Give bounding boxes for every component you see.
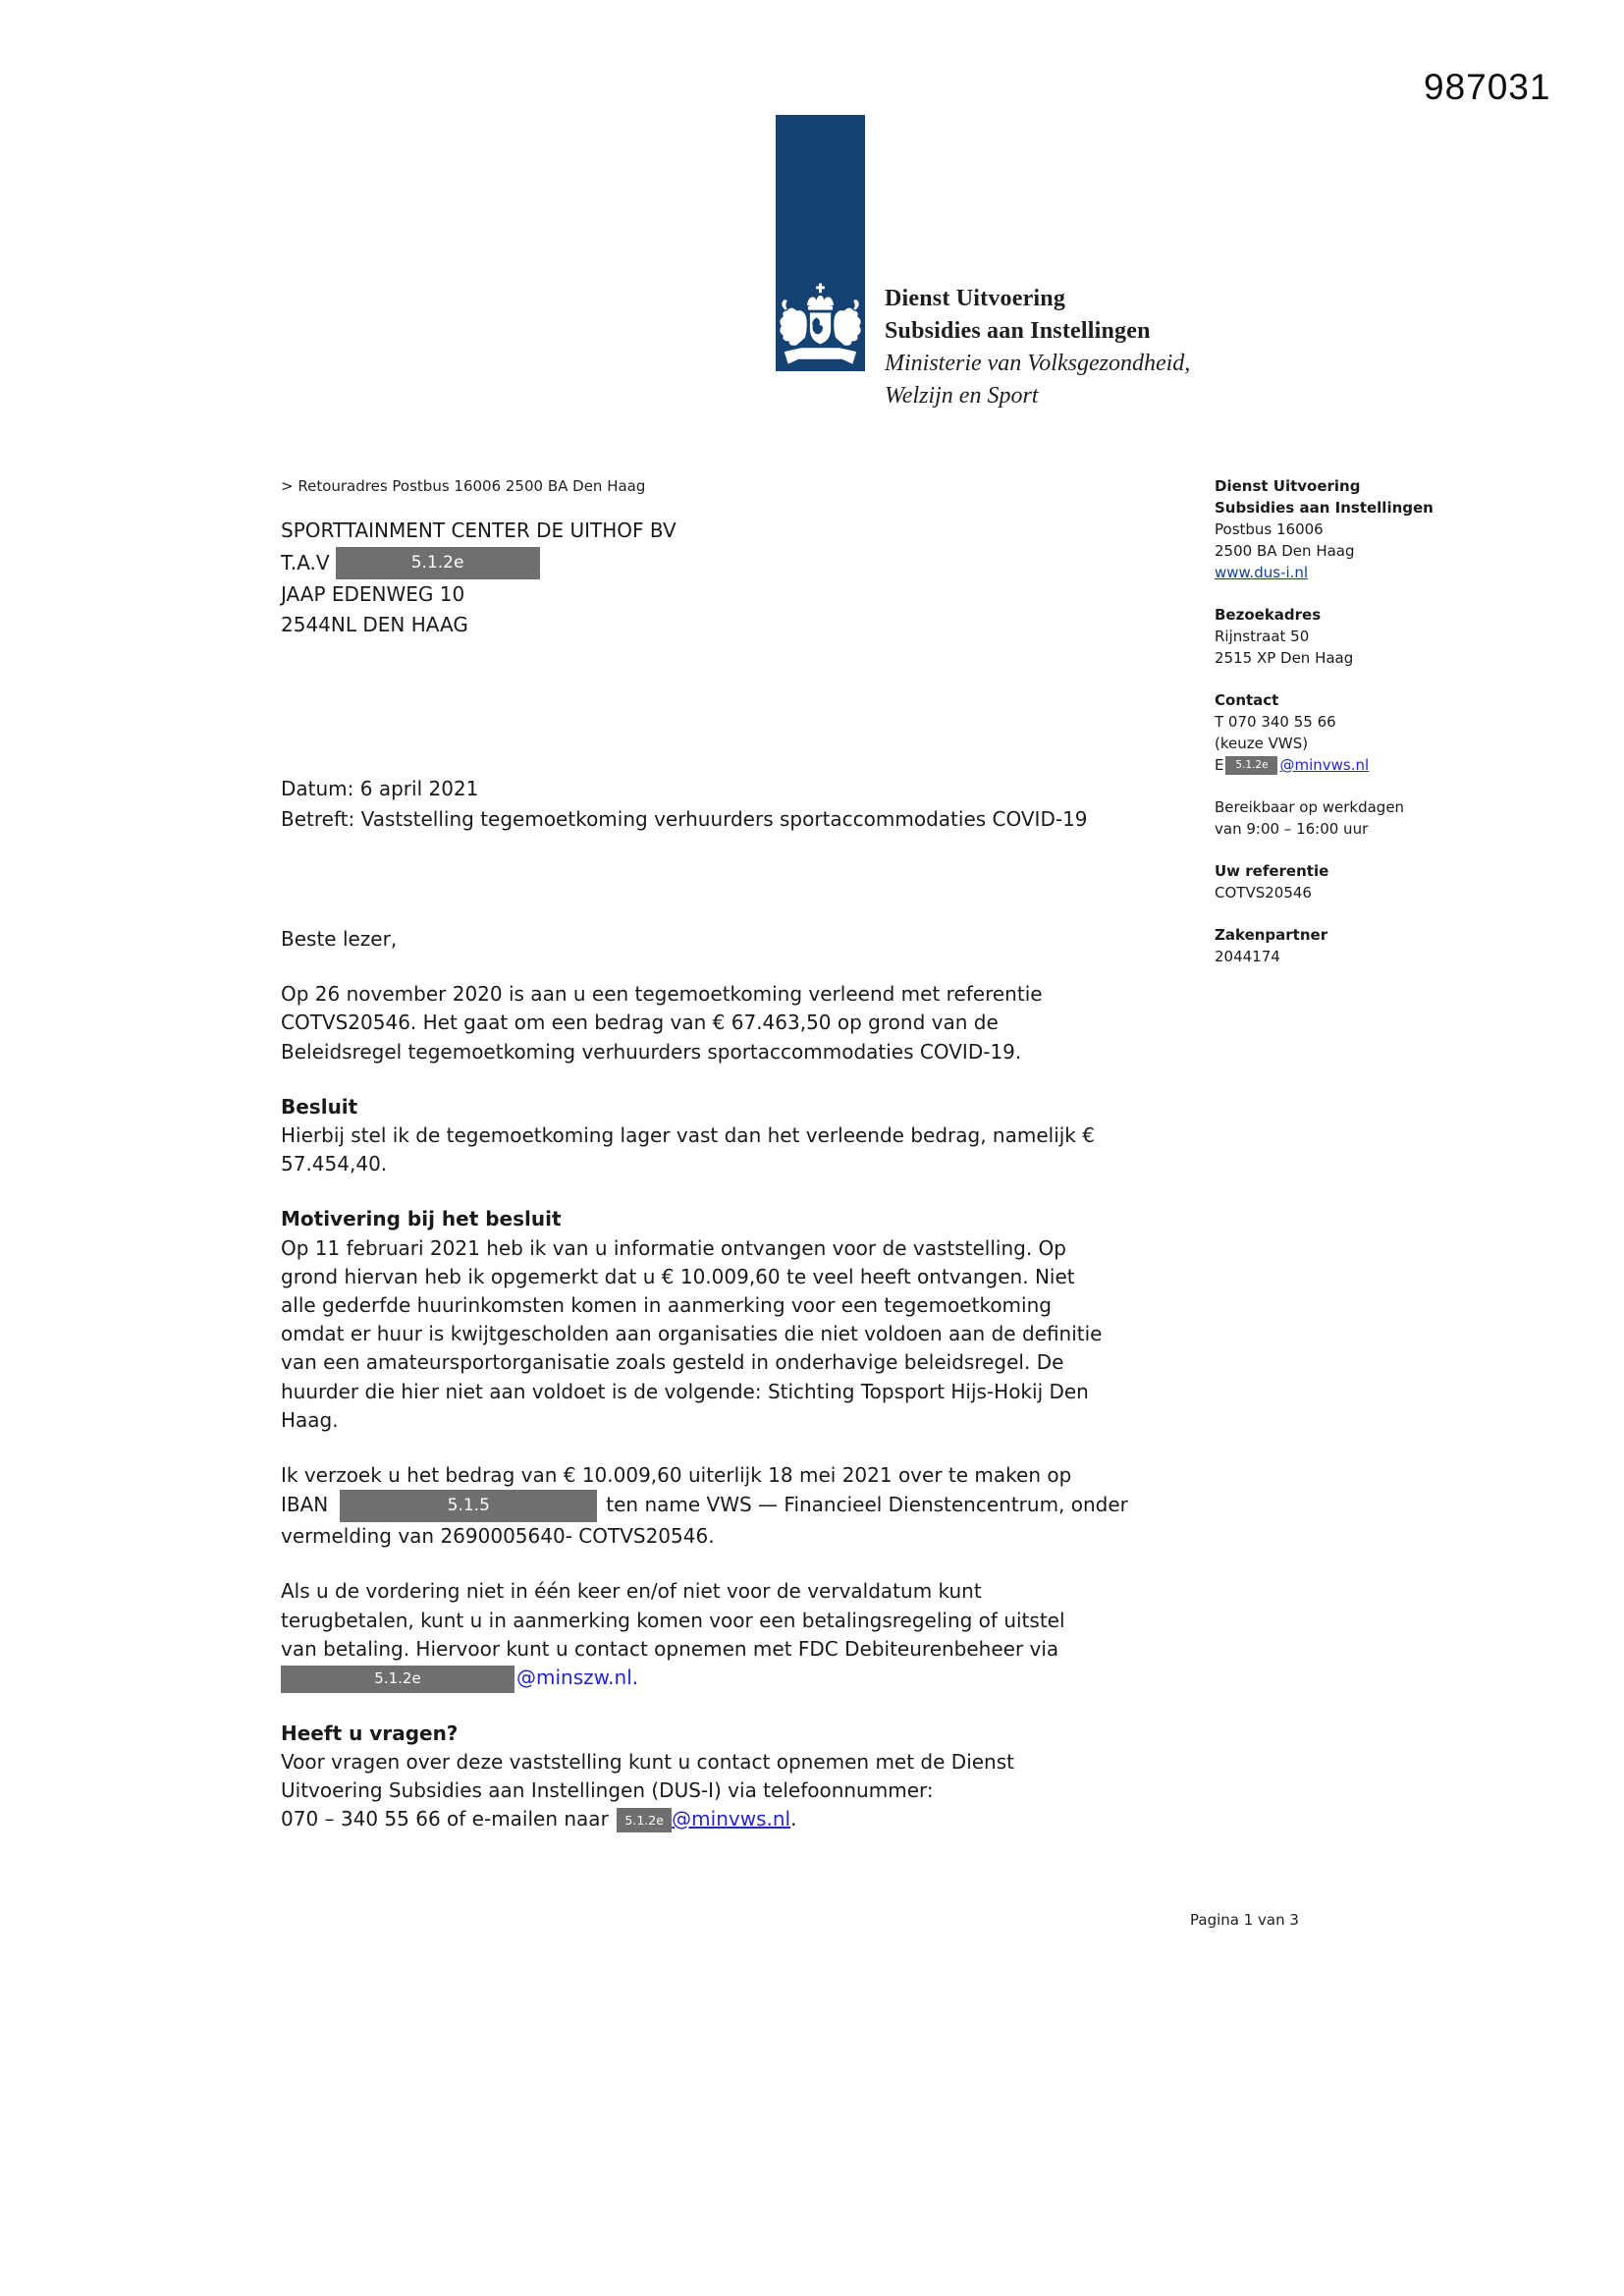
sidebar-postbus: Postbus 16006 xyxy=(1215,520,1324,538)
contact-phone: T 070 340 55 66 xyxy=(1215,713,1336,731)
letter-meta xyxy=(281,774,1088,834)
recipient-company: SPORTTAINMENT CENTER DE UITHOF BV xyxy=(281,519,677,542)
text-line: huurder die hier niet aan voldoet is de volgende: Stichting Topsport Hijs-Hokij Den xyxy=(281,1379,1089,1403)
bezoekadres-postcode: 2515 XP Den Haag xyxy=(1215,649,1354,667)
vws-email-link[interactable]: @minvws.nl xyxy=(672,1807,791,1831)
referentie-heading: Uw referentie xyxy=(1215,862,1329,880)
paragraph-intro xyxy=(281,980,1194,1066)
sidebar-contact-block xyxy=(1215,689,1539,776)
logo-ministry-line1: Ministerie van Volksgezondheid, xyxy=(885,351,1191,376)
text-line: grond hiervan heb ik opgemerkt dat u € 10.009,60 te veel heeft ontvangen. Niet xyxy=(281,1264,1075,1288)
recipient-attn-prefix: T.A.V xyxy=(281,550,330,574)
vws-email-line xyxy=(281,1805,1194,1833)
text-line: van betaling. Hiervoor kunt u contact opnemen met FDC Debiteurenbeheer via xyxy=(281,1636,1059,1661)
website-link[interactable]: www.dus-i.nl xyxy=(1215,564,1309,581)
paragraph-besluit xyxy=(281,1121,1194,1178)
iban-suffix: ten name VWS — Financieel Dienstencentrum, onder xyxy=(606,1493,1128,1517)
text-line: Hierbij stel ik de tegemoetkoming lager vast dan het verleende bedrag, namelijk € xyxy=(281,1123,1095,1148)
sidebar xyxy=(1215,475,1539,988)
fdc-email-link[interactable]: @minszw.nl. xyxy=(516,1666,639,1690)
text-line: COTVS20546. Het gaat om een bedrag van € 67.463,50 op grond van de xyxy=(281,1011,999,1035)
text-line: Haag. xyxy=(281,1407,339,1432)
text-line: van een amateursportorganisatie zoals gesteld in onderhavige beleidsregel. De xyxy=(281,1350,1064,1375)
redaction-box-fdc-email: 5.1.2e xyxy=(281,1666,514,1693)
redaction-box-sidebar-email: 5.1.2e xyxy=(1225,756,1277,775)
besluit-heading: Besluit xyxy=(281,1094,358,1119)
contact-phone-note: (keuze VWS) xyxy=(1215,735,1309,752)
sidebar-zakenpartner-block xyxy=(1215,924,1539,967)
text-line: Uitvoering Subsidies aan Instellingen (DUS-I) via telefoonnummer: xyxy=(281,1777,934,1802)
paragraph-payment xyxy=(281,1461,1194,1551)
availability-line1: Bereikbaar op werkdagen xyxy=(1215,798,1405,816)
sidebar-reference-block xyxy=(1215,860,1539,903)
recipient-address xyxy=(281,516,677,640)
fdc-email-line xyxy=(281,1664,1194,1693)
redaction-box-iban: 5.1.5 xyxy=(340,1490,597,1522)
referentie-value: COTVS20546 xyxy=(1215,884,1312,902)
text-line: Beleidsregel tegemoetkoming verhuurders sportaccommodaties COVID-19. xyxy=(281,1039,1022,1064)
contact-email-line xyxy=(1215,754,1539,776)
paragraph-motivering xyxy=(281,1234,1194,1435)
iban-prefix: IBAN xyxy=(281,1493,329,1517)
logo-blue-bar xyxy=(776,115,865,371)
greeting: Beste lezer, xyxy=(281,927,398,951)
sidebar-email-link[interactable]: @minvws.nl xyxy=(1279,756,1370,774)
contact-heading: Contact xyxy=(1215,691,1279,709)
page-indicator: Pagina 1 van 3 xyxy=(1190,1911,1299,1929)
doc-number: 987031 xyxy=(1424,67,1551,107)
logo-text xyxy=(885,283,1190,412)
text-line: vermelding van 2690005640- COTVS20546. xyxy=(281,1524,715,1549)
subject-line: Betreft: Vaststelling tegemoetkoming verhuurders sportaccommodaties COVID-19 xyxy=(281,806,1088,831)
email-prefix: E xyxy=(1215,756,1224,774)
text-line: Ik verzoek u het bedrag van € 10.009,60 uiterlijk 18 mei 2021 over te maken op xyxy=(281,1463,1072,1488)
vragen-heading: Heeft u vragen? xyxy=(281,1721,459,1745)
sidebar-org-line1: Dienst Uitvoering xyxy=(1215,477,1361,495)
redaction-box-attn: 5.1.2e xyxy=(336,547,540,579)
date-line: Datum: 6 april 2021 xyxy=(281,777,479,800)
bezoekadres-street: Rijnstraat 50 xyxy=(1215,628,1310,645)
motivering-heading: Motivering bij het besluit xyxy=(281,1207,562,1231)
text-line: omdat er huur is kwijtgescholden aan organisaties die niet voldoen aan de definitie xyxy=(281,1322,1103,1346)
sidebar-availability-block xyxy=(1215,796,1539,840)
recipient-attn-line xyxy=(281,546,677,579)
logo-org-line1: Dienst Uitvoering xyxy=(885,286,1066,311)
text-line: Als u de vordering niet in één keer en/of niet voor de vervaldatum kunt xyxy=(281,1579,982,1604)
coat-of-arms-icon xyxy=(779,282,862,370)
zakenpartner-heading: Zakenpartner xyxy=(1215,926,1328,944)
availability-line2: van 9:00 – 16:00 uur xyxy=(1215,820,1369,838)
text-line: 57.454,40. xyxy=(281,1152,388,1176)
recipient-city: 2544NL DEN HAAG xyxy=(281,613,468,636)
sentence-period: . xyxy=(790,1807,797,1831)
iban-line xyxy=(281,1490,1194,1522)
letter-body xyxy=(281,925,1194,1833)
paragraph-vordering xyxy=(281,1577,1194,1692)
zakenpartner-value: 2044174 xyxy=(1215,948,1280,965)
recipient-street: JAAP EDENWEG 10 xyxy=(281,582,465,606)
text-line: Op 11 februari 2021 heb ik van u informatie ontvangen voor de vaststelling. Op xyxy=(281,1235,1066,1260)
logo-ministry-line2: Welzijn en Sport xyxy=(885,383,1039,409)
redaction-box-vws-email: 5.1.2e xyxy=(617,1808,672,1832)
text-line: Voor vragen over deze vaststelling kunt u contact opnemen met de Dienst xyxy=(281,1749,1014,1774)
text-line: alle gederfde huurinkomsten komen in aanmerking voor een tegemoetkoming xyxy=(281,1293,1052,1318)
sidebar-visit-block xyxy=(1215,604,1539,669)
paragraph-vragen xyxy=(281,1748,1194,1834)
return-address: > Retouradres Postbus 16006 2500 BA Den Haag xyxy=(281,477,646,495)
text-line: terugbetalen, kunt u in aanmerking komen voor een betalingsregeling of uitstel xyxy=(281,1608,1065,1632)
text-line: Op 26 november 2020 is aan u een tegemoetkoming verleend met referentie xyxy=(281,982,1043,1007)
phone-email-prefix: 070 – 340 55 66 of e-mailen naar xyxy=(281,1807,616,1831)
bezoekadres-heading: Bezoekadres xyxy=(1215,606,1322,624)
logo-org-line2: Subsidies aan Instellingen xyxy=(885,318,1151,344)
sidebar-org-block xyxy=(1215,475,1539,583)
sidebar-postcode: 2500 BA Den Haag xyxy=(1215,542,1355,560)
sidebar-org-line2: Subsidies aan Instellingen xyxy=(1215,499,1434,517)
